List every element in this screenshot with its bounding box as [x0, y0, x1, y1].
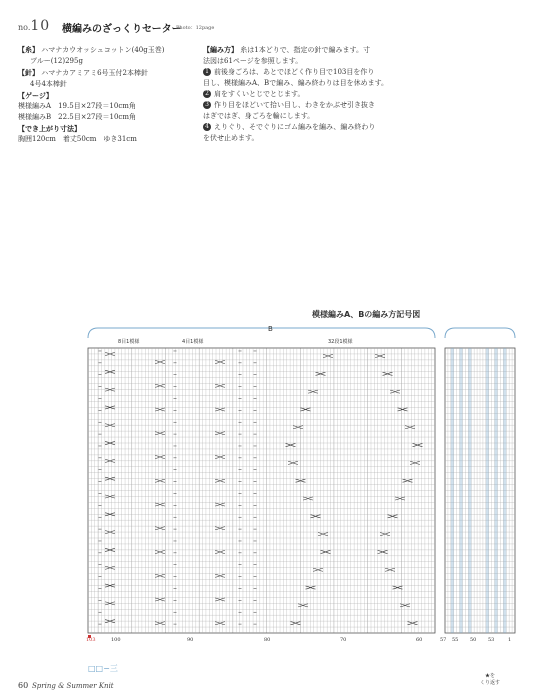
- purl-column: [468, 348, 471, 633]
- method-intro1: 糸は1本どりで、指定の針で編みます。寸: [240, 46, 370, 54]
- step-3-line1: 作り目をほどいて拾い目し、わきをかぶせ引き抜き: [214, 101, 375, 109]
- col-label: 53: [488, 637, 495, 643]
- gauge-a-value: 19.5目×27段＝10cm角: [58, 102, 136, 110]
- step-number: 4: [203, 123, 211, 131]
- method-column: [203, 44, 389, 144]
- gauge-b-value: 22.5目×27段＝10cm角: [58, 113, 136, 121]
- book-title: Spring & Summer Knit: [32, 682, 114, 690]
- pattern-number-prefix: no.: [18, 23, 31, 32]
- yarn-line2: ブルー(12)295g: [30, 57, 83, 65]
- page-number: 60: [18, 681, 29, 690]
- pattern-number: [18, 18, 50, 34]
- repeat-note: ★を くり返す: [480, 673, 501, 686]
- col-label: 80: [264, 637, 271, 643]
- gauge-a-label: 模様編みA: [18, 102, 52, 110]
- purl-column: [451, 348, 454, 633]
- materials-column: [18, 44, 193, 145]
- section-bracket: [445, 328, 515, 338]
- needle-heading: 【針】: [18, 68, 39, 77]
- step-2-line1: 肩をすくいとじでとじます。: [214, 90, 305, 98]
- method-intro2: 法図は61ページを参照します。: [203, 57, 303, 65]
- col-label: 57: [440, 637, 447, 643]
- section-b-label: B: [268, 325, 273, 333]
- photo-reference: Photo：12page: [176, 25, 215, 31]
- purl-column: [460, 348, 463, 633]
- col-label: 90: [187, 637, 194, 643]
- step-number: 2: [203, 90, 211, 98]
- stitch-grid: [88, 328, 515, 638]
- purl-column: [503, 348, 506, 633]
- col-label: 60: [416, 637, 423, 643]
- section-bracket: [88, 328, 435, 338]
- purl-column: [486, 348, 489, 633]
- yarn-line1: ハマナカウオッシュコットン(40g玉巻): [41, 46, 165, 54]
- step-1-line2: 目し、模様編みA、Bで編み、編み終わりは目を休めます。: [203, 79, 389, 87]
- col-label: 50: [470, 637, 477, 643]
- purl-column: [495, 348, 498, 633]
- gauge-b-label: 模様編みB: [18, 113, 52, 121]
- step-number: 1: [203, 68, 211, 76]
- gauge-heading: 【ゲージ】: [18, 91, 53, 100]
- col-label: 1: [508, 637, 512, 643]
- method-heading: 【編み方】: [203, 45, 238, 54]
- pattern-number-value: 10: [30, 18, 51, 34]
- pattern-title: 横編みのざっくりセーター: [62, 24, 182, 35]
- footer-symbols: □□−三: [88, 664, 118, 673]
- step-3-line2: はぎではぎ、身ごろを輪にします。: [203, 112, 315, 120]
- repeat-label-left: 8目1模様: [118, 339, 140, 345]
- repeat-label-mid: 4目1模様: [182, 339, 204, 345]
- needle-line2: 4号4本棒針: [30, 80, 67, 88]
- size-value: 胸囲120cm 着丈50cm ゆき31cm: [18, 135, 137, 143]
- step-4-line2: を伏せ止めます。: [203, 134, 259, 142]
- yarn-heading: 【糸】: [18, 45, 39, 54]
- step-number: 3: [203, 101, 211, 109]
- col-label: 103: [86, 637, 96, 643]
- size-heading: 【でき上がり寸法】: [18, 124, 81, 133]
- repeat-label-right: 32段1模様: [328, 339, 353, 345]
- col-label: 55: [452, 637, 459, 643]
- col-label: 100: [111, 637, 121, 643]
- step-4-line1: えりぐり、そでぐりにゴム編みを編み、編み終わり: [214, 123, 376, 131]
- col-label: 70: [340, 637, 347, 643]
- step-1-line1: 前後身ごろは、あとでほどく作り目で103目を作り: [214, 68, 375, 76]
- needle-line1: ハマナカアミアミ6号玉付2本棒針: [41, 69, 149, 77]
- stitch-chart: [0, 300, 535, 680]
- chart-title: 模様編みA、Bの編み方記号図: [312, 310, 421, 319]
